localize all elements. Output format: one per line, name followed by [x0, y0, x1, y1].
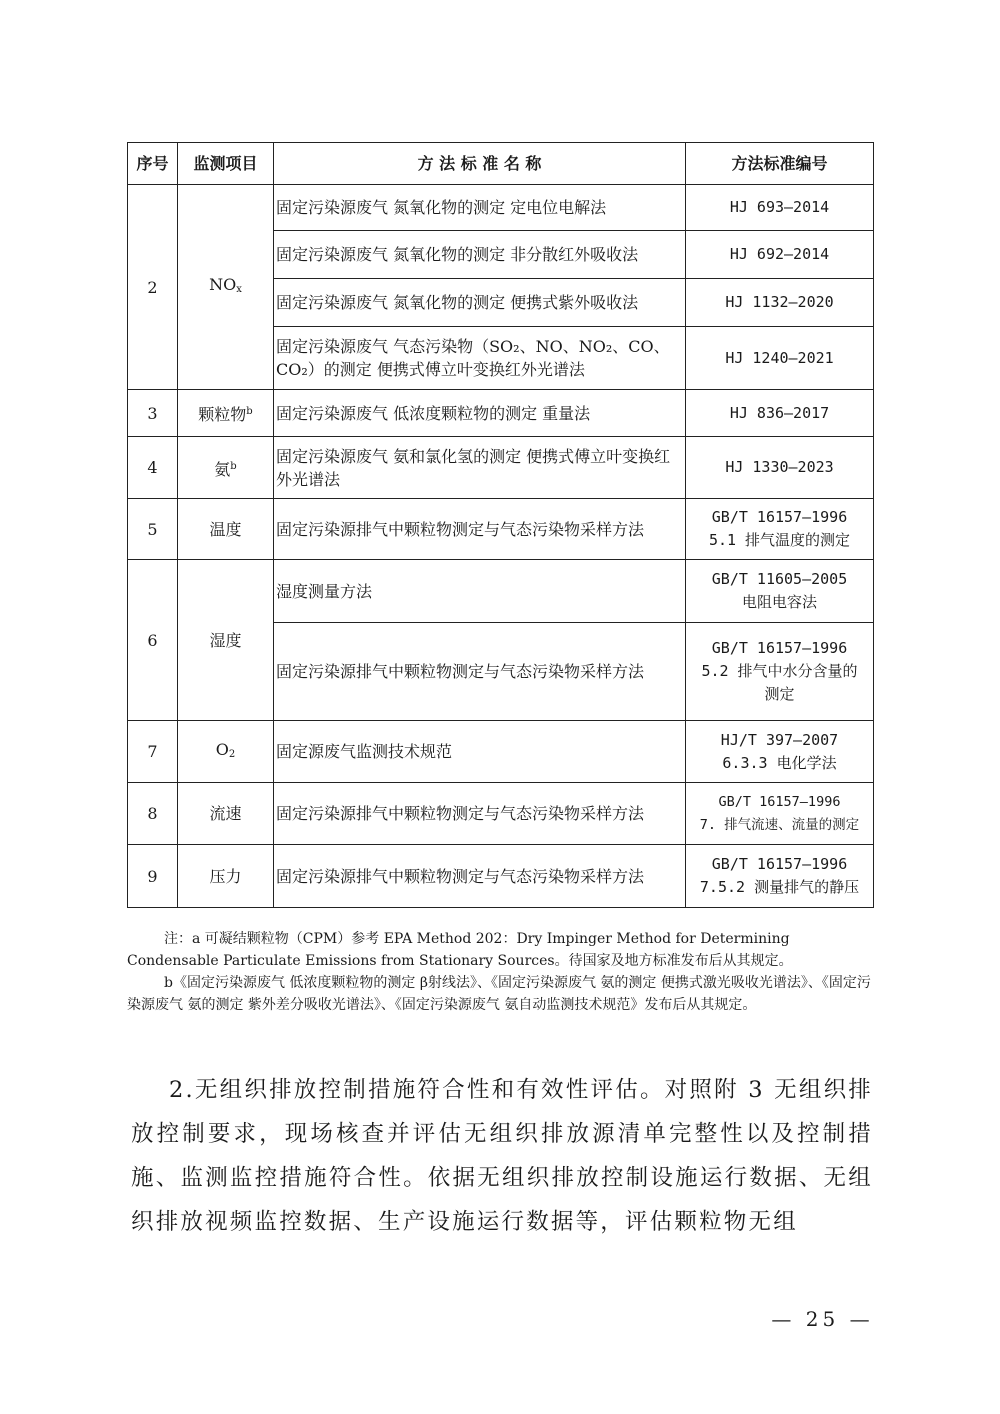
monitoring-item: 压力 — [178, 845, 274, 908]
note-a: 注：a 可凝结颗粒物（CPM）参考 EPA Method 202：Dry Impinger Method for Determining Condensable Particulate Emissions from Stationary Sources。待国家及地方标准发布后从其规定。 — [127, 931, 793, 969]
method-code: GB/T 16157—1996 7. 排气流速、流量的测定 — [686, 783, 874, 845]
method-code: HJ 836—2017 — [686, 390, 874, 437]
method-name: 固定污染源排气中颗粒物测定与气态污染物采样方法 — [274, 783, 686, 845]
table-row — [128, 499, 874, 560]
table-row — [128, 721, 874, 783]
method-name: 固定污染源废气 气态污染物（SO₂、NO、NO₂、CO、CO₂）的测定 便携式傅立叶变换红外光谱法 — [274, 327, 686, 390]
method-name: 固定源废气监测技术规范 — [274, 721, 686, 783]
row-number: 3 — [128, 390, 178, 437]
monitoring-item: $NO_x$ — [178, 185, 274, 390]
row-number: 8 — [128, 783, 178, 845]
monitoring-item: 氨$^b$ — [178, 437, 274, 499]
method-name: 固定污染源排气中颗粒物测定与气态污染物采样方法 — [274, 499, 686, 560]
header-no: 序号 — [128, 143, 178, 185]
monitoring-item: $O_2$ — [178, 721, 274, 783]
row-number: 6 — [128, 560, 178, 721]
method-name: 湿度测量方法 — [274, 560, 686, 623]
monitoring-item: 温度 — [178, 499, 274, 560]
table-row — [128, 783, 874, 845]
method-code: GB/T 16157—1996 7.5.2 测量排气的静压 — [686, 845, 874, 908]
header-method-name: 方 法 标 准 名 称 — [274, 143, 686, 185]
table-notes — [127, 928, 873, 1016]
method-code: HJ 692—2014 — [686, 231, 874, 279]
table-row — [128, 560, 874, 623]
method-code: HJ 1330—2023 — [686, 437, 874, 499]
method-name: 固定污染源废气 氮氧化物的测定 非分散红外吸收法 — [274, 231, 686, 279]
method-code: GB/T 11605—2005 电阻电容法 — [686, 560, 874, 623]
monitoring-item: 湿度 — [178, 560, 274, 721]
method-code: GB/T 16157—1996 5.1 排气温度的测定 — [686, 499, 874, 560]
page-number: — 25 — — [771, 1307, 874, 1331]
row-number: 2 — [128, 185, 178, 390]
row-number: 5 — [128, 499, 178, 560]
table-row — [128, 437, 874, 499]
monitoring-item: 颗粒物$^b$ — [178, 390, 274, 437]
header-method-code: 方法标准编号 — [686, 143, 874, 185]
table-row — [128, 185, 874, 231]
method-name: 固定污染源废气 氨和氯化氢的测定 便携式傅立叶变换红外光谱法 — [274, 437, 686, 499]
row-number: 7 — [128, 721, 178, 783]
method-name: 固定污染源废气 氮氧化物的测定 定电位电解法 — [274, 185, 686, 231]
body-text — [131, 1068, 873, 1244]
method-name: 固定污染源排气中颗粒物测定与气态污染物采样方法 — [274, 845, 686, 908]
method-code: HJ/T 397—2007 6.3.3 电化学法 — [686, 721, 874, 783]
table-row — [128, 845, 874, 908]
method-code: HJ 693—2014 — [686, 185, 874, 231]
body-paragraph: 2.无组织排放控制措施符合性和有效性评估。对照附 3 无组织排放控制要求，现场核查并评估无组织排放源清单完整性以及控制措施、监测监控措施符合性。依据无组织排放控制设施运行数据、无组织排放视频监控数据、生产设施运行数据等，评估颗粒物无组 — [131, 1077, 873, 1235]
method-name: 固定污染源废气 低浓度颗粒物的测定 重量法 — [274, 390, 686, 437]
method-code: HJ 1132—2020 — [686, 279, 874, 327]
table-row — [128, 390, 874, 437]
row-number: 9 — [128, 845, 178, 908]
row-number: 4 — [128, 437, 178, 499]
monitoring-methods-table — [127, 142, 874, 908]
header-item: 监测项目 — [178, 143, 274, 185]
method-name: 固定污染源废气 氮氧化物的测定 便携式紫外吸收法 — [274, 279, 686, 327]
monitoring-item: 流速 — [178, 783, 274, 845]
method-code: HJ 1240—2021 — [686, 327, 874, 390]
method-name: 固定污染源排气中颗粒物测定与气态污染物采样方法 — [274, 623, 686, 721]
table-header-row — [128, 143, 874, 185]
method-code: GB/T 16157—1996 5.2 排气中水分含量的 测定 — [686, 623, 874, 721]
note-b: b《固定污染源废气 低浓度颗粒物的测定 β射线法》、《固定污染源废气 氨的测定 便携式激光吸收光谱法》、《固定污染源废气 氨的测定 紫外差分吸收光谱法》、《固定污染源废气 氨自动监测技术规范》发布后从其规定。 — [127, 975, 871, 1013]
